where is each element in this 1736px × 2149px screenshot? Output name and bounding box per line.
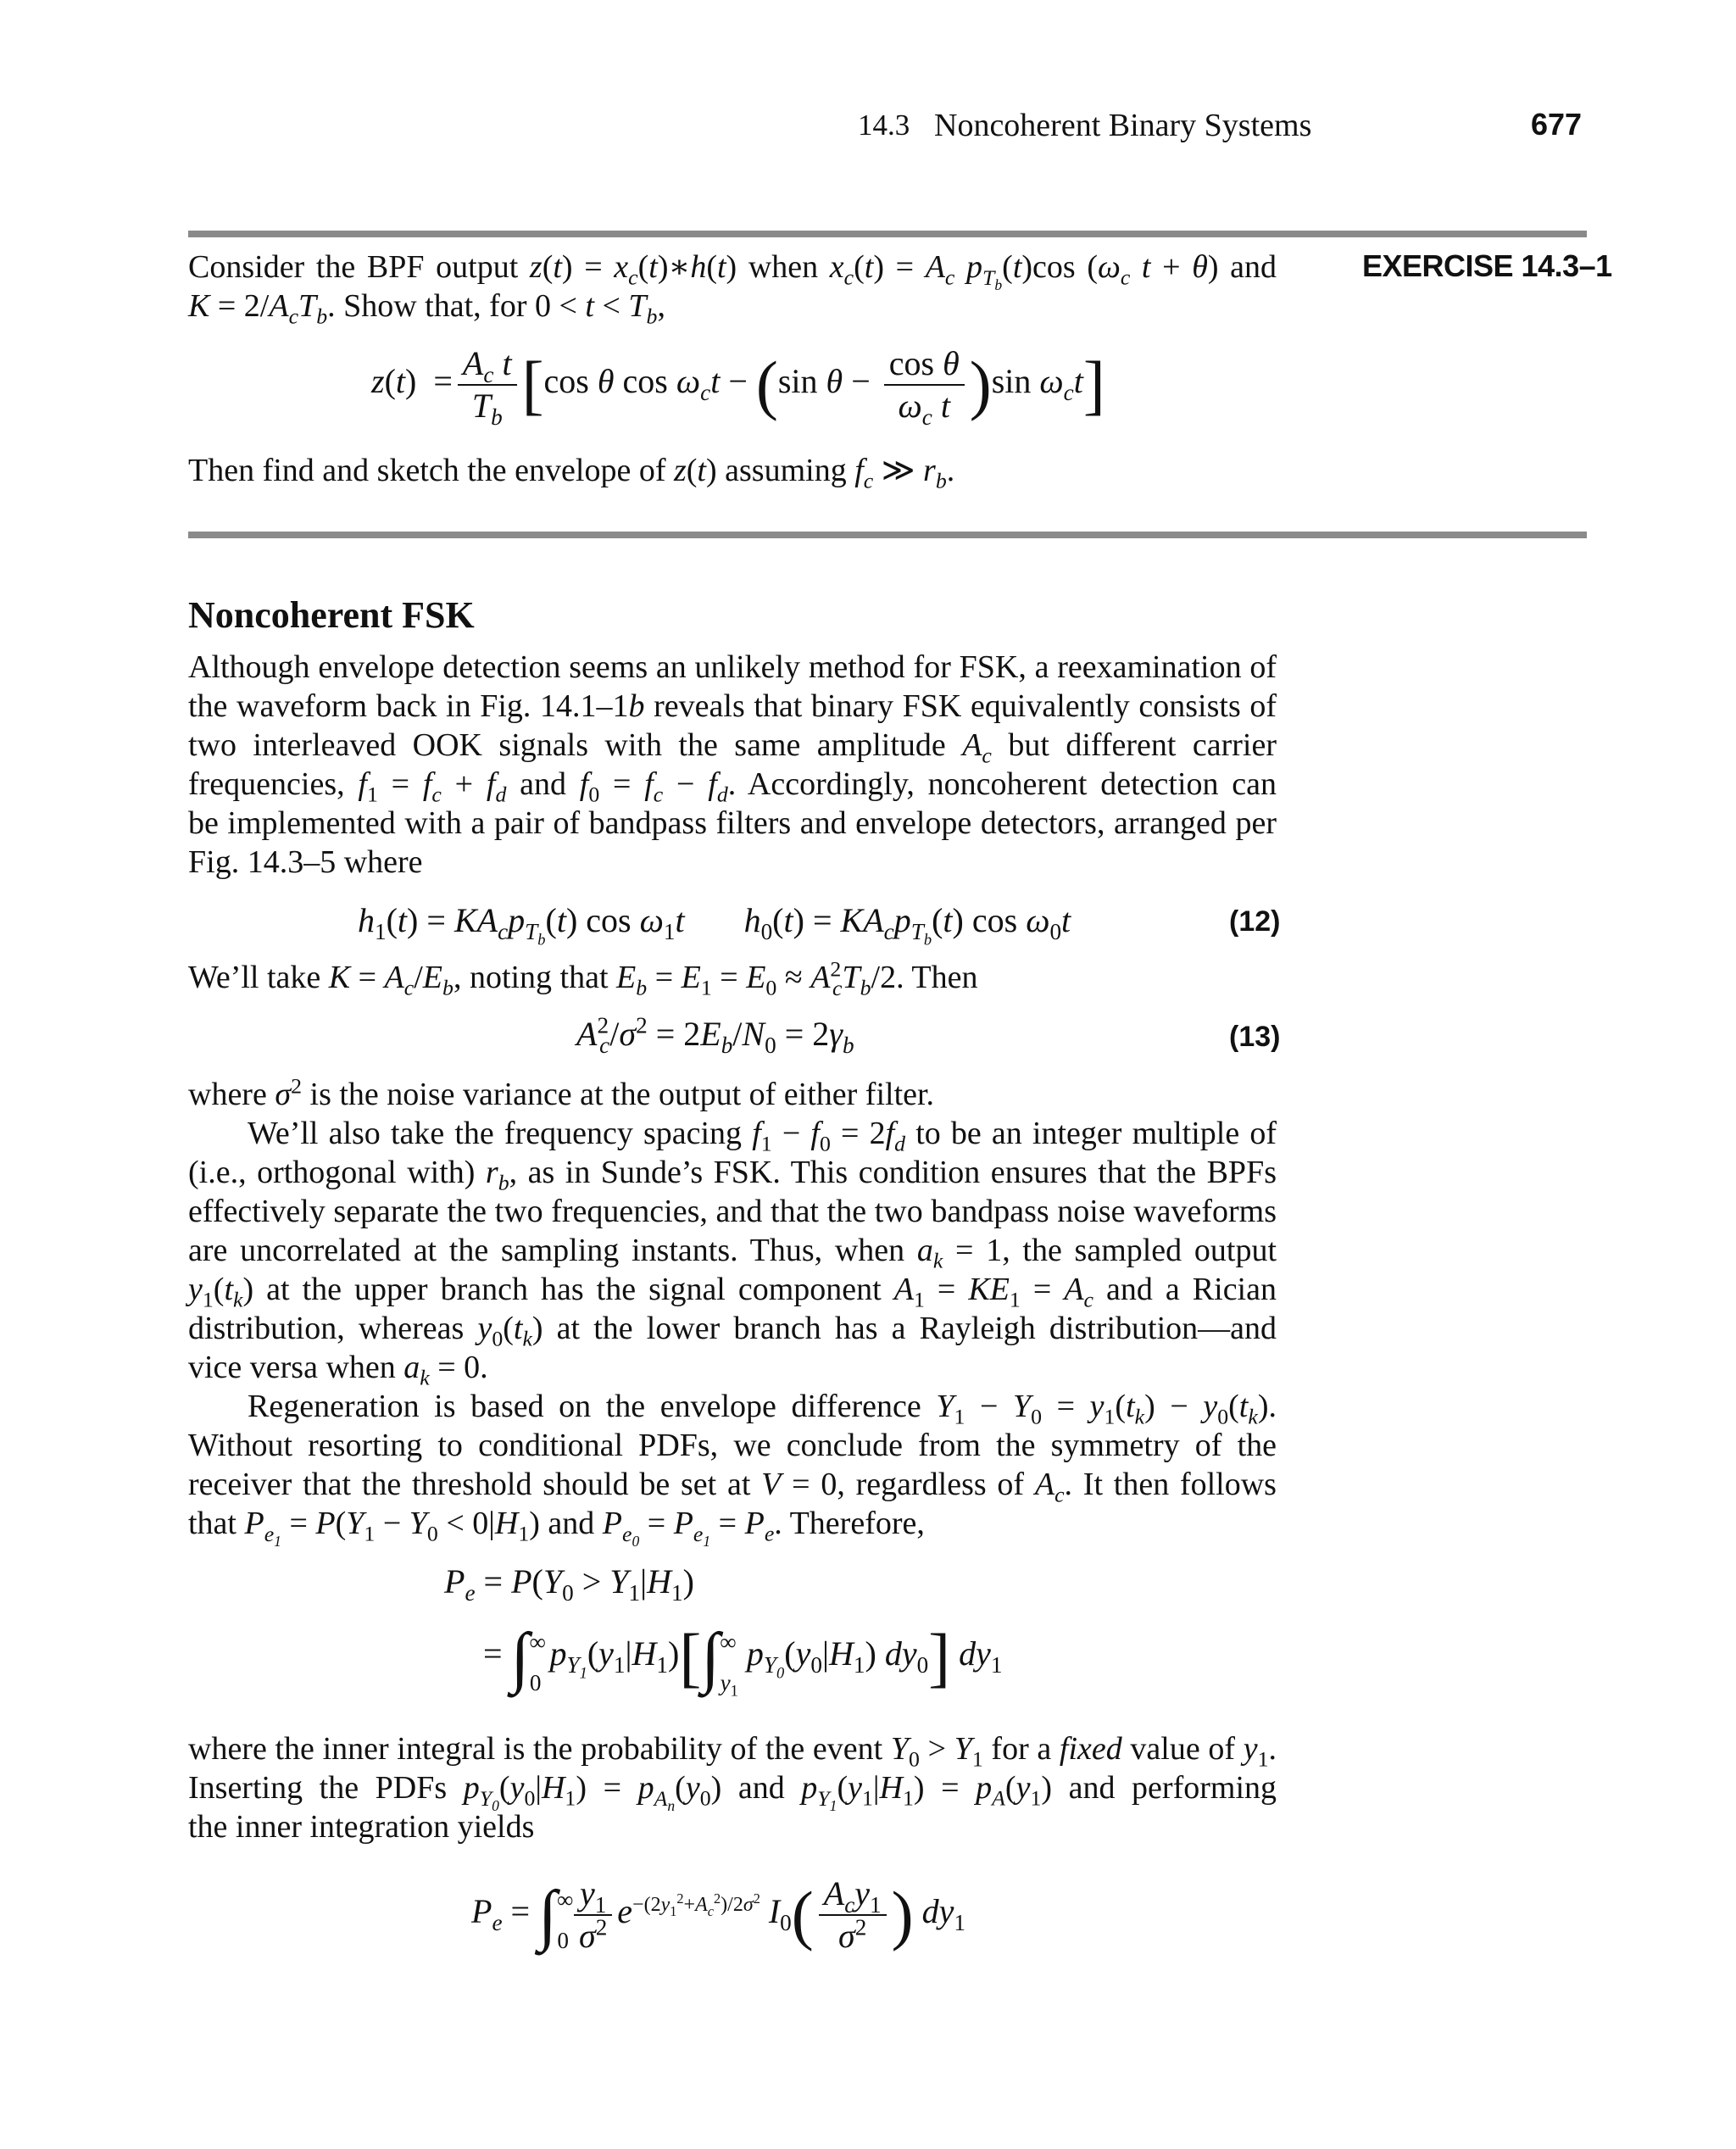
section-heading: Noncoherent FSK [188,594,475,636]
paragraph-6-line-1: where the inner integral is the probability of the event $Y_0 > Y_1$ for a fixed value of $y_1$. [188,1731,1277,1772]
equation-12: $h_1(t) = KA_cp_{T_b}(t)$ $\cos \omega_1t$ $h_0(t) = KA_cp_{T_b}(t)$ $\cos \omega_0t$ [358,901,1071,949]
paragraph-5-line-1: Regeneration is based on the envelope difference $Y_1 - Y_0 = y_1(t_k) - y_0(t_k)$. [248,1389,1277,1429]
paragraph-4-line-5: $y_1(t_k)$ at the upper branch has the signal component $A_1 = KE_1 = A_c$ and a Rician [188,1272,1277,1312]
paragraph-1-line-2: the waveform back in Fig. 14.1–1b reveals that binary FSK equivalently consists of [188,688,1277,724]
paragraph-4-line-2: (i.e., orthogonal with) $r_b$, as in Sunde’s FSK. This condition ensures that the BPFs [188,1155,1277,1195]
equation-12-number: (12) [1229,905,1281,938]
paragraph-4-line-6: distribution, whereas $y_0(t_k)$ at the lower branch has a Rayleigh distribution—and [188,1311,1277,1351]
equation-pe-line-1: $P_e = P(Y_0 > Y_1|H_1)$ [444,1562,694,1606]
paragraph-5-line-4: that $P_{e_1} = P(Y_1 - Y_0 < 0|H_1)$ and $P_{e_0} = P_{e_1} = P_e$. Therefore, [188,1506,925,1550]
paragraph-1-line-4: frequencies, $f_1 = f_c + f_d$ and $f_0 = f_c - f_d$. Accordingly, noncoherent detection can [188,766,1277,807]
paragraph-4-line-7: vice versa when $a_k = 0$. [188,1350,488,1390]
paragraph-4-line-1: We’ll also take the frequency spacing $f_1 - f_0 = 2f_d$ to be an integer multiple of [248,1116,1277,1156]
paragraph-6-line-2: Inserting the PDFs $p_{Y_0}(y_0|H_1) = p_{A_n}(y_0)$ and $p_{Y_1}(y_1|H_1) = p_A(y_1)$ and performing [188,1770,1277,1814]
paragraph-4-line-4: are uncorrelated at the sampling instants. Thus, when $a_k = 1$, the sampled output [188,1233,1277,1273]
equation-13: $A^2_c/\sigma^2 = 2E_b/N_0 = 2\gamma_b$ [576,1012,854,1058]
exercise-text-line-2: $K = 2/A_cT_b$. Show that, for $0 < t < T_b$, [188,288,665,329]
exercise-bottom-rule [188,532,1587,538]
paragraph-1-line-3: two interleaved OOK signals with the same amplitude $A_c$ but different carrier [188,727,1277,768]
paragraph-1-line-6: Fig. 14.3–5 where [188,844,423,880]
equation-13-number: (13) [1229,1021,1281,1053]
paragraph-1-line-1: Although envelope detection seems an unlikely method for FSK, a reexamination of [188,649,1277,685]
equation-pe-line-2: = $\int^\infty_0$ $p_{Y_1}(y_1|H_1)[\int^\infty_{y_1}$ $p_{Y_0}(y_0|H_1)$ $dy_0$] $dy_1$ [483,1620,1003,1700]
equation-pe-final: $P_e = \int^\infty_0$ $\frac{y_1}{\sigma^2}$ $e^{-(2y_1^2+A_c^2)/2\sigma^2}$ $I_0$( $\frac{A_cy_1}{\sigma^2}$ ) $dy_1$ [471,1874,965,1955]
paragraph-5-line-3: receiver that the threshold should be set at V = 0, regardless of $A_c$. It then follows [188,1467,1277,1507]
paragraph-3: where $\sigma^2$ is the noise variance at the output of either filter. [188,1073,935,1112]
paragraph-4-line-3: effectively separate the two frequencies, and that the two bandpass noise waveforms [188,1194,1277,1229]
page-number: 677 [1531,107,1583,142]
exercise-label: EXERCISE 14.3–1 [1362,248,1612,283]
paragraph-5-line-2: Without resorting to conditional PDFs, we conclude from the symmetry of the [188,1428,1277,1463]
exercise-text-line-1: Consider the BPF output $z(t) = x_c(t)∗h(t)$ when $x_c(t) = A_c$ $p_{T_b}(t)\cos$ ($\omega_c$ t + θ) and [188,249,1277,293]
exercise-top-rule [188,231,1587,237]
paragraph-6-line-3: the inner integration yields [188,1809,535,1845]
exercise-equation: z(t) = $\frac{A_c t}{T_b}$ [cos θ $\cos \omega_ct - (\sin$ θ − $\frac{\text{cos θ}}{\omega_c t}$ )sin $\omega_ct$] [371,344,1105,430]
paragraph-2: We’ll take $K = A_c/E_b$, noting that $E_b = E_1 = E_0 \approx A^2_cT_b/2$. Then [188,956,978,1000]
header-title: Noncoherent Binary Systems [934,108,1312,143]
header-section-number: 14.3 [858,109,910,142]
paragraph-1-line-5: be implemented with a pair of bandpass filters and envelope detectors, arranged per [188,805,1277,841]
exercise-text-line-3: Then find and sketch the envelope of z(t) assuming $f_c$ ≫ $r_b$. [188,453,955,493]
